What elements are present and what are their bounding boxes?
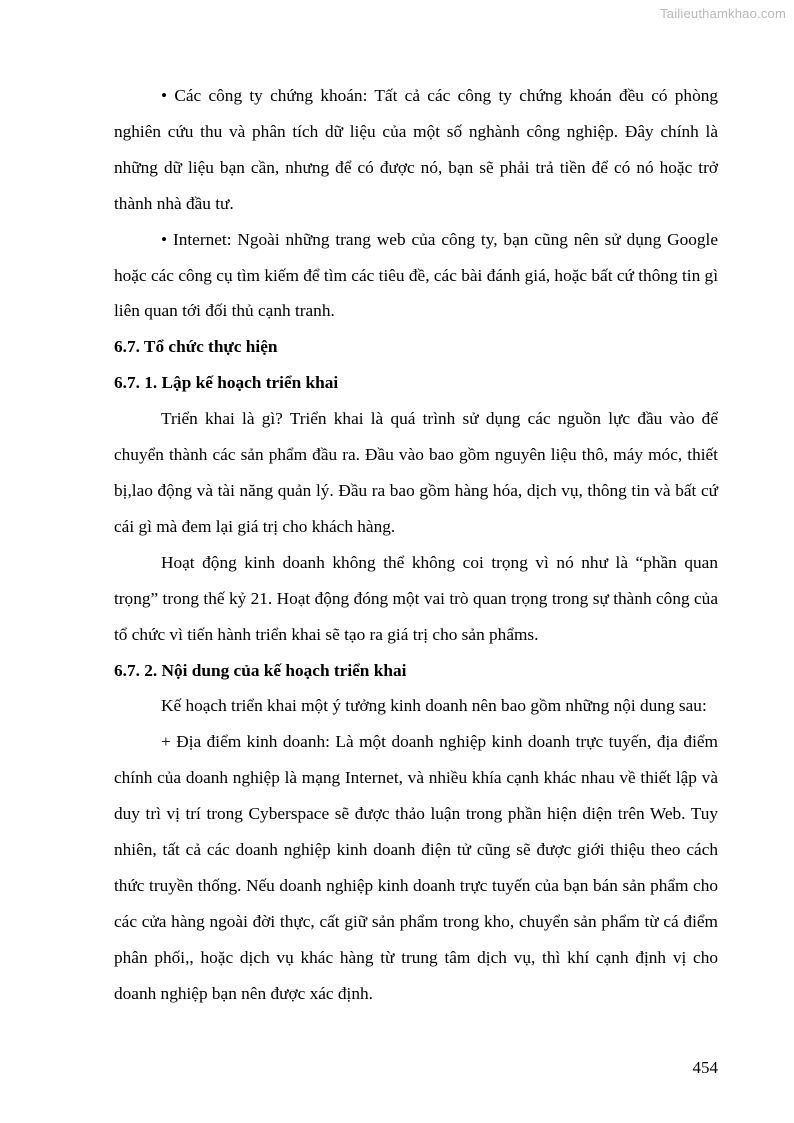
paragraph-internet: • Internet: Ngoài những trang web của công ty, bạn cũng nên sử dụng Google hoặc các công cụ tìm kiếm để tìm các tiêu đề, các bài đánh giá, hoặc bất cứ thông tin gì liên quan tới đối thủ cạnh tranh.: [114, 229, 718, 321]
document-body: [114, 78, 718, 1012]
heading-6-7: 6.7. Tổ chức thực hiện: [114, 337, 278, 357]
heading-6-7-1: 6.7. 1. Lập kế hoạch triển khai: [114, 373, 339, 393]
watermark: Tailieuthamkhao.com: [660, 6, 786, 21]
page-number: 454: [692, 1058, 718, 1077]
paragraph-deployment-definition: Triển khai là gì? Triển khai là quá trình sử dụng các nguồn lực đầu vào để chuyển thành các sản phẩm đầu ra. Đầu vào bao gồm nguyên liệu thô, máy móc, thiết bị,lao động và tài năng quản lý. Đầu ra bao gồm hàng hóa, dịch vụ, thông tin và bất cứ cái gì mà đem lại giá trị cho khách hàng.: [114, 409, 718, 536]
heading-6-7-2: 6.7. 2. Nội dung của kế hoạch triển khai: [114, 660, 407, 680]
paragraph-business-location: + Địa điểm kinh doanh: Là một doanh nghiệp kinh doanh trực tuyến, địa điểm chính của doanh nghiệp là mạng Internet, và nhiều khía cạnh khác nhau về thiết lập và duy trì vị trí trong Cyberspace sẽ được thảo luận trong phần hiện diện trên Web. Tuy nhiên, tất cả các doanh nghiệp kinh doanh điện tử cũng sẽ được giới thiệu theo cách thức truyền thống. Nếu doanh nghiệp kinh doanh trực tuyến của bạn bán sản phẩm cho các cửa hàng ngoài đời thực, cất giữ sản phẩm trong kho, chuyển sản phẩm từ cá điểm phân phối,, hoặc dịch vụ khác hàng từ trung tâm dịch vụ, thì khí cạnh định vị cho doanh nghiệp bạn nên được xác định.: [114, 732, 718, 1003]
paragraph-securities-companies: • Các công ty chứng khoán: Tất cả các công ty chứng khoán đều có phòng nghiên cứu thu và phân tích dữ liệu của một số nghành công nghiệp. Đây chính là những dữ liệu bạn cần, nhưng để có được nó, bạn sẽ phải trả tiền để có nó hoặc trở thành nhà đầu tư.: [114, 86, 718, 213]
paragraph-business-activity: Hoạt động kinh doanh không thể không coi trọng vì nó như là “phần quan trọng” trong thế kỷ 21. Hoạt động đóng một vai trò quan trọng trong sự thành công của tổ chức vì tiến hành triển khai sẽ tạo ra giá trị cho sản phẩms.: [114, 552, 718, 644]
paragraph-plan-content: Kế hoạch triển khai một ý tưởng kinh doanh nên bao gồm những nội dung sau:: [161, 696, 707, 716]
